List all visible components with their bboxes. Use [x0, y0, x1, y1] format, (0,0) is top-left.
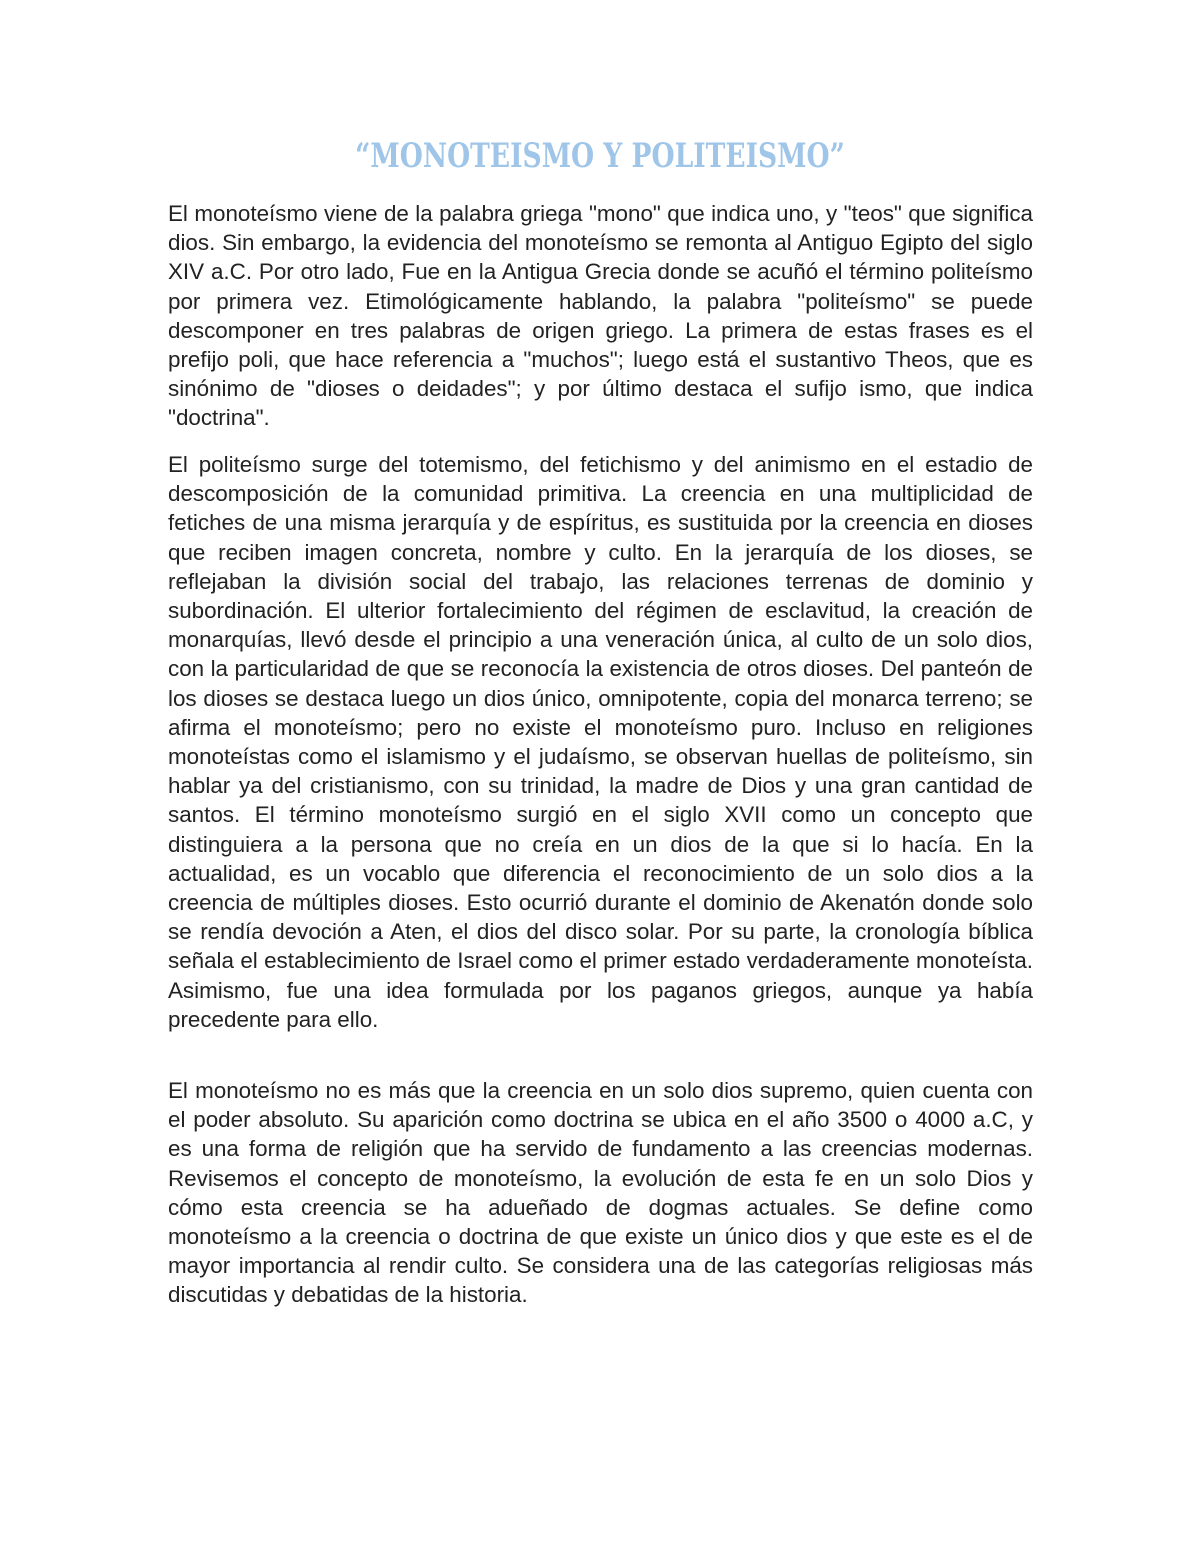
- paragraph-polytheism-origin: El politeísmo surge del totemismo, del fetichismo y del animismo en el estadio de descomposición de la comunidad primitiva. La creencia en una multiplicidad de fetiches de una misma jerarquía y de espíritus, es sustituida por la creencia en dioses que reciben imagen concreta, nombre y culto. En la jerarquía de los dioses, se reflejaban la división social del trabajo, las relaciones terrenas de dominio y subordinación. El ulterior fortalecimiento del régimen de esclavitud, la creación de monarquías, llevó desde el principio a una veneración única, al culto de un solo dios, con la particularidad de que se reconocía la existencia de otros dioses. Del panteón de los dioses se destaca luego un dios único, omnipotente, copia del monarca terreno; se afirma el monoteísmo; pero no existe el monoteísmo puro. Incluso en religiones monoteístas como el islamismo y el judaísmo, se observan huellas de politeísmo, sin hablar ya del cristianismo, con su trinidad, la madre de Dios y una gran cantidad de santos. El término monoteísmo surgió en el siglo XVII como un concepto que distinguiera a la persona que no creía en un dios de la que si lo hacía. En la actualidad, es un vocablo que diferencia el reconocimiento de un solo dios a la creencia de múltiples dioses. Esto ocurrió durante el dominio de Akenatón donde solo se rendía devoción a Aten, el dios del disco solar. Por su parte, la cronología bíblica señala el establecimiento de Israel como el primer estado verdaderamente monoteísta. Asimismo, fue una idea formulada por los paganos griegos, aunque ya había precedente para ello.: [168, 452, 1033, 1032]
- paragraph-etymology: El monoteísmo viene de la palabra griega "mono" que indica uno, y "teos" que significa dios. Sin embargo, la evidencia del monoteísmo se remonta al Antiguo Egipto del siglo XIV a.C. Por otro lado, Fue en la Antigua Grecia donde se acuñó el término politeísmo por primera vez. Etimológicamente hablando, la palabra "politeísmo" se puede descomponer en tres palabras de origen griego. La primera de estas frases es el prefijo poli, que hace referencia a "muchos"; luego está el sustantivo Theos, que es sinónimo de "dioses o deidades"; y por último destaca el sufijo ismo, que indica "doctrina".: [168, 201, 1033, 431]
- document-title: “MONOTEISMO Y POLITEISMO”: [355, 136, 845, 176]
- paragraph-monotheism-definition: El monoteísmo no es más que la creencia en un solo dios supremo, quien cuenta con el poder absoluto. Su aparición como doctrina se ubica en el año 3500 o 4000 a.C, y es una forma de religión que ha servido de fundamento a las creencias modernas. Revisemos el concepto de monoteísmo, la evolución de esta fe en un solo Dios y cómo esta creencia se ha adueñado de dogmas actuales. Se define como monoteísmo a la creencia o doctrina de que existe un único dios y que este es el de mayor importancia al rendir culto. Se considera una de las categorías religiosas más discutidas y debatidas de la historia.: [168, 1078, 1033, 1308]
